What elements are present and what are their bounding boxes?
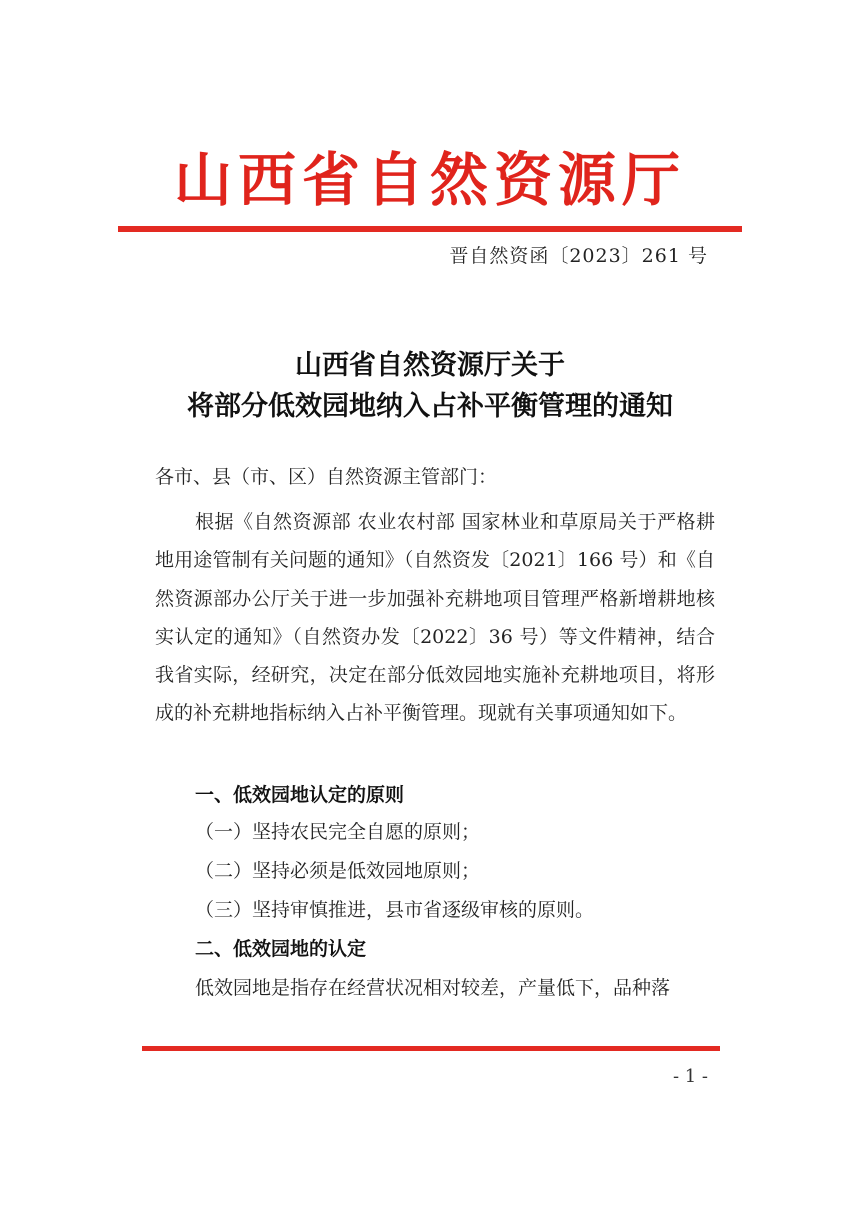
principle-item-3: （三）坚持审慎推进，县市省逐级审核的原则。 [195,899,595,921]
document-title-line1: 山西省自然资源厅关于 [295,350,565,381]
principle-item-1: （一）坚持农民完全自愿的原则； [195,821,481,843]
footer-red-rule [142,1046,720,1051]
org-title: 山西省自然资源厅 [173,146,686,214]
document-number: 晋自然资函〔2023〕261 号 [449,245,708,267]
header-red-rule [118,226,742,232]
page-number: - 1 - [672,1066,708,1087]
section-heading-1: 一、低效园地认定的原则 [195,784,405,806]
body-paragraph-1: 根据《自然资源部 农业农村部 国家林业和草原局关于严格耕地用途管制有关问题的通知》（自然资发〔2021〕166 号）和《自然资源部办公厅关于进一步加强补充耕地项目管理严格新增耕地核实认定的通知》（自然资办发〔2022〕36 号）等文件精神，结合我省实际，经研究，决定在部分低效园地实施补充耕地项目，将形成的补充耕地指标纳入占补平衡管理。现就有关事项通知如下。 [155,511,715,725]
salutation: 各市、县（市、区）自然资源主管部门： [155,466,498,488]
principle-item-2: （二）坚持必须是低效园地原则； [195,860,481,882]
body-paragraph-2: 低效园地是指存在经营状况相对较差，产量低下，品种落 [195,977,671,999]
document-title-line2: 将部分低效园地纳入占补平衡管理的通知 [187,391,673,422]
section-heading-2: 二、低效园地的认定 [195,938,367,960]
